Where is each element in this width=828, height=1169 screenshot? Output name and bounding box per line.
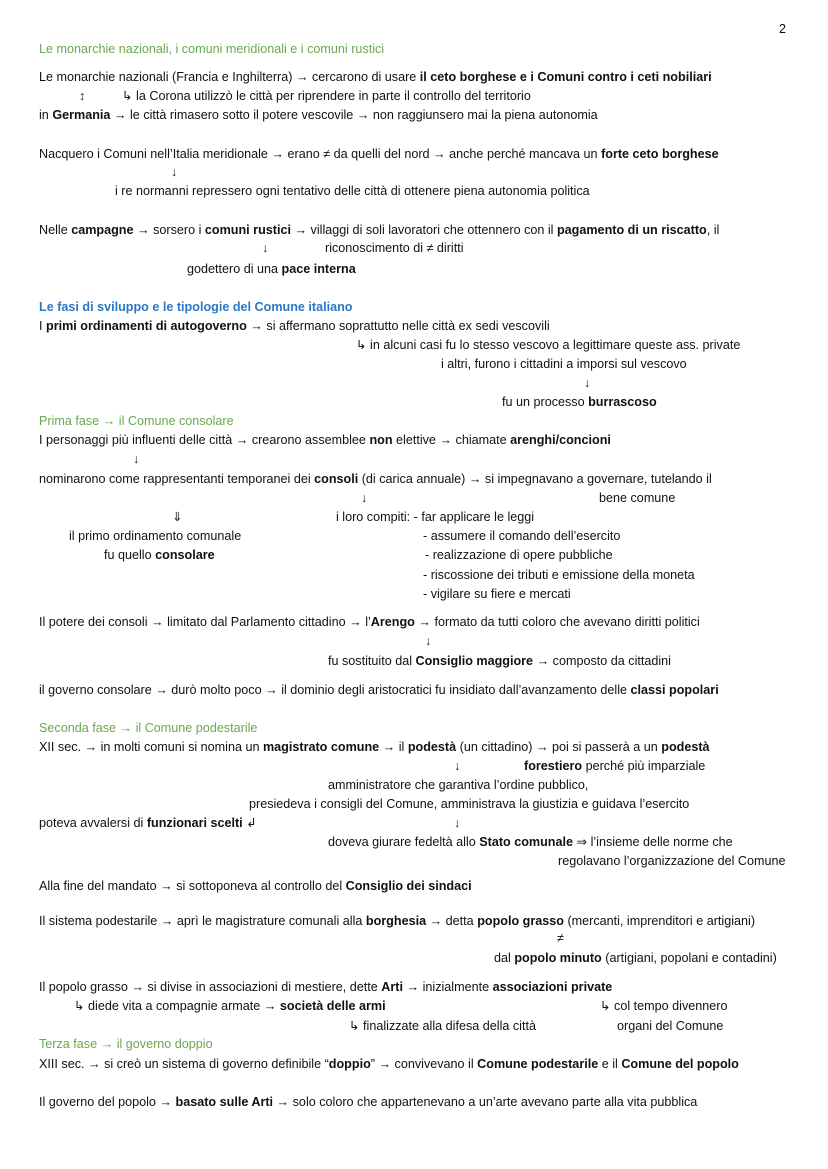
text-segment: Alla fine del mandato → si sottoponeva al controllo del (39, 879, 346, 893)
text-line (325, 240, 464, 256)
bold-term: Stato comunale (479, 835, 574, 849)
bold-term: Comune podestarile (477, 1057, 599, 1071)
text-segment: i re normanni repressero ogni tentativo delle città di ottenere piena autonomia politica (115, 184, 590, 198)
bold-term: consolare (155, 548, 215, 562)
text-segment: ↓ (361, 491, 368, 505)
arrow-down (262, 240, 268, 256)
bold-term: popolo minuto (514, 951, 602, 965)
text-segment: Il sistema podestarile → aprì le magistrature comunali alla (39, 914, 366, 928)
text-segment: il primo ordinamento comunale (69, 529, 242, 543)
text-line (336, 509, 534, 525)
bold-term: doppio (328, 1057, 371, 1071)
text-line (349, 1018, 536, 1034)
text-segment: doveva giurare fedeltà allo (328, 835, 480, 849)
bold-term: Comune del popolo (621, 1057, 739, 1071)
text-segment: I personaggi più influenti delle città → crearono assemblee (39, 433, 370, 447)
text-line (441, 356, 687, 372)
text-line (39, 614, 700, 630)
text-line (39, 739, 710, 755)
bold-term: società delle armi (279, 999, 386, 1013)
heading-monarchie (39, 41, 384, 57)
text-segment: ↓ (454, 816, 461, 830)
text-line (122, 88, 531, 104)
text-segment: → si affermano soprattutto nelle città ex sedi vescovili (246, 319, 550, 333)
text-segment: il governo consolare → durò molto poco → il dominio degli aristocratici fu insidiato dall’avanzamento delle (39, 683, 631, 697)
text-segment: Le monarchie nazionali, i comuni meridionali e i comuni rustici (39, 42, 385, 56)
bold-term: non (369, 433, 393, 447)
text-segment: ↓ (584, 376, 591, 390)
text-line (494, 950, 777, 966)
text-segment: ↓ (133, 452, 140, 466)
text-segment: → sorsero i (133, 223, 205, 237)
text-segment: perché più imparziale (582, 759, 706, 773)
text-segment: presiedeva i consigli del Comune, amministrava la giustizia e guidava l’esercito (249, 797, 690, 811)
arrow-down (584, 375, 590, 391)
text-line (39, 471, 712, 487)
text-segment: ” → convivevano il (370, 1057, 478, 1071)
text-segment: in (39, 108, 53, 122)
text-line (39, 432, 611, 448)
text-segment: dal (494, 951, 515, 965)
text-line (39, 222, 719, 238)
heading-fasi (39, 299, 353, 315)
text-segment: Il governo del popolo → (39, 1095, 176, 1109)
text-segment: organi del Comune (617, 1019, 724, 1033)
text-line (115, 183, 590, 199)
text-segment: Il potere dei consoli → limitato dal Parlamento cittadino → l’ (39, 615, 371, 629)
text-line (39, 146, 719, 162)
text-segment: Seconda fase → il Comune podestarile (39, 721, 258, 735)
text-segment: XII sec. → in molti comuni si nomina un (39, 740, 263, 754)
bold-term: Consiglio maggiore (415, 654, 534, 668)
text-segment: (un cittadino) → poi si passerà a un (456, 740, 662, 754)
arrow-double-down (172, 509, 183, 525)
bold-term: basato sulle Arti (175, 1095, 274, 1109)
text-line (39, 318, 550, 334)
text-line (39, 1094, 697, 1110)
arrow-down (133, 451, 139, 467)
arrow-down (425, 633, 431, 649)
text-segment: Il popolo grasso → si divise in associazioni di mestiere, dette (39, 980, 382, 994)
bold-term: forte ceto borghese (601, 147, 719, 161)
arrow-down (361, 490, 367, 506)
text-line (524, 758, 705, 774)
text-segment: - riscossione dei tributi e emissione della moneta (423, 568, 695, 582)
text-segment: → inizialmente (403, 980, 493, 994)
bold-term: arenghi/concioni (510, 433, 611, 447)
arrow-updown (79, 88, 85, 104)
text-line (39, 979, 612, 995)
text-segment: fu un processo (502, 395, 589, 409)
list-item (423, 528, 620, 544)
text-line (74, 998, 386, 1014)
text-segment: Prima fase → il Comune consolare (39, 414, 234, 428)
page-number: 2 (779, 22, 787, 36)
text-segment: → composto da cittadini (533, 654, 671, 668)
bold-term: magistrato comune (262, 740, 380, 754)
text-line (104, 547, 215, 563)
bold-term: il ceto borghese e i Comuni contro i ceti nobiliari (419, 70, 712, 84)
bold-term: Consiglio dei sindaci (345, 879, 472, 893)
arrow-down (171, 164, 177, 180)
text-segment: Le monarchie nazionali (Francia e Inghilterra) → cercarono di usare (39, 70, 420, 84)
text-segment: Nacquero i Comuni nell’Italia meridionale → erano ≠ da quelli del nord → anche perché mancava un (39, 147, 602, 161)
text-line (39, 682, 719, 698)
bold-term: campagne (71, 223, 134, 237)
text-segment: ↓ (262, 241, 269, 255)
text-segment: ↳ diede vita a compagnie armate → (74, 999, 280, 1013)
text-segment: (artigiani, popolani e contadini) (601, 951, 777, 965)
text-line (249, 796, 689, 812)
text-line (39, 107, 598, 123)
text-line (502, 394, 657, 410)
text-segment: Le fasi di sviluppo e le tipologie del Comune italiano (39, 300, 353, 314)
text-segment: nominarono come rappresentanti temporanei dei (39, 472, 315, 486)
text-segment: ↳ col tempo divennero (600, 999, 728, 1013)
bold-term: associazioni private (492, 980, 613, 994)
text-segment: ↳ finalizzate alla difesa della città (349, 1019, 536, 1033)
text-segment: fu quello (104, 548, 156, 562)
text-segment: (mercanti, imprenditori e artigiani) (563, 914, 756, 928)
text-line (617, 1018, 723, 1034)
text-segment: Terza fase → il governo doppio (39, 1037, 213, 1051)
text-segment: ↓ (425, 634, 432, 648)
text-segment: i loro compiti: - far applicare le leggi (336, 510, 535, 524)
list-item (425, 547, 613, 563)
bold-term: funzionari scelti (146, 816, 243, 830)
text-line (356, 337, 740, 353)
text-segment: - assumere il comando dell’esercito (423, 529, 621, 543)
arrow-down (454, 815, 460, 831)
text-segment: → villaggi di soli lavoratori che ottennero con il (290, 223, 557, 237)
text-segment: ↓ (171, 165, 178, 179)
text-segment: , il (706, 223, 720, 237)
text-segment: poteva avvalersi di (39, 816, 147, 830)
text-segment: ≠ (557, 931, 564, 945)
heading-prima-fase (39, 413, 234, 429)
text-line (69, 528, 241, 544)
text-line (328, 777, 588, 793)
text-line (39, 1056, 739, 1072)
text-segment: → formato da tutti coloro che avevano diritti politici (414, 615, 700, 629)
text-segment: amministratore che garantiva l’ordine pubblico, (328, 778, 589, 792)
text-segment: elettive → chiamate (392, 433, 511, 447)
bold-term: primi ordinamenti di autogoverno (46, 319, 247, 333)
text-segment: fu sostituito dal (328, 654, 416, 668)
text-segment: ↓ (454, 759, 461, 773)
text-segment: godettero di una (187, 262, 282, 276)
bold-term: pace interna (281, 262, 356, 276)
text-line (599, 490, 675, 506)
bold-term: comuni rustici (204, 223, 291, 237)
text-line (328, 834, 733, 850)
text-segment: bene comune (599, 491, 676, 505)
text-segment: - realizzazione di opere pubbliche (425, 548, 613, 562)
arrow-down (454, 758, 460, 774)
bold-term: Arti (381, 980, 403, 994)
text-segment: ↲ (242, 816, 257, 830)
bold-term: Arengo (370, 615, 415, 629)
text-segment: I (39, 319, 46, 333)
bold-term: forestiero (524, 759, 583, 773)
bold-term: classi popolari (630, 683, 719, 697)
bold-term: borghesia (365, 914, 427, 928)
text-line (39, 878, 472, 894)
heading-terza-fase (39, 1036, 213, 1052)
text-line (39, 913, 755, 929)
bold-term: consoli (314, 472, 359, 486)
text-line (187, 261, 356, 277)
text-segment: → detta (426, 914, 478, 928)
text-segment: ⇒ l’insieme delle norme che (573, 835, 733, 849)
bold-term: podestà (407, 740, 457, 754)
text-segment: → solo coloro che appartenevano a un’arte avevano parte alla vita pubblica (273, 1095, 698, 1109)
text-line (39, 815, 257, 831)
text-segment: riconoscimento di ≠ diritti (325, 241, 464, 255)
list-item (423, 586, 571, 602)
list-item (423, 567, 695, 583)
text-segment: - vigilare su fiere e mercati (423, 587, 571, 601)
text-segment: Nelle (39, 223, 72, 237)
bold-term: burrascoso (588, 395, 657, 409)
text-segment: i altri, furono i cittadini a imporsi sul vescovo (441, 357, 687, 371)
not-equal-sign (557, 930, 564, 946)
bold-term: podestà (661, 740, 710, 754)
text-line (328, 653, 671, 669)
text-segment: ↳ la Corona utilizzò le città per riprendere in parte il controllo del territorio (122, 89, 531, 103)
text-line (600, 998, 727, 1014)
text-segment: → le città rimasero sotto il potere vescovile → non raggiunsero mai la piena autonomia (110, 108, 598, 122)
heading-seconda-fase (39, 720, 257, 736)
text-segment: ⇓ (172, 510, 183, 524)
bold-term: pagamento di un riscatto (556, 223, 707, 237)
bold-term: popolo grasso (477, 914, 564, 928)
bold-term: Germania (52, 108, 111, 122)
text-segment: → il (379, 740, 408, 754)
text-segment: (di carica annuale) → si impegnavano a governare, tutelando il (358, 472, 712, 486)
text-segment: regolavano l’organizzazione del Comune (558, 854, 786, 868)
text-segment: ↳ in alcuni casi fu lo stesso vescovo a legittimare queste ass. private (356, 338, 741, 352)
text-line (39, 69, 712, 85)
text-segment: e il (598, 1057, 622, 1071)
text-segment: XIII sec. → si creò un sistema di governo definibile “ (39, 1057, 329, 1071)
text-segment: ↕ (79, 89, 86, 103)
text-line (558, 853, 786, 869)
